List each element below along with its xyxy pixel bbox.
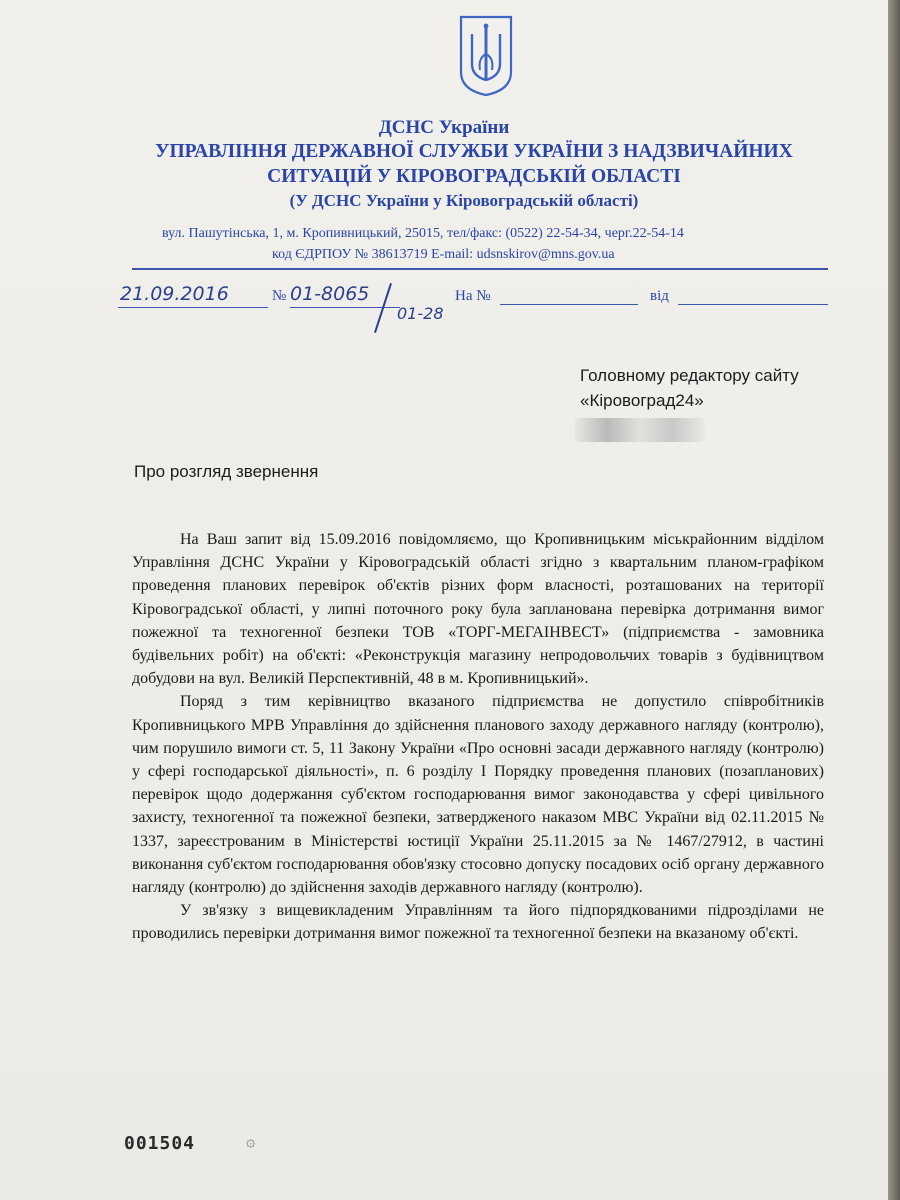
agency-name-line1: УПРАВЛІННЯ ДЕРЖАВНОЇ СЛУЖБИ УКРАЇНИ З НАДЗВИЧАЙНИХ xyxy=(155,141,793,162)
contact-code-email: код ЄДРПОУ № 38613719 E-mail: udsnskirov@mns.gov.ua xyxy=(272,247,615,262)
reference-date-label: від xyxy=(650,288,669,304)
letterhead-divider xyxy=(132,268,828,270)
letter-subject: Про розгляд звернення xyxy=(134,462,319,481)
stamp-mark-icon: ۞ xyxy=(246,1133,256,1150)
reference-date-line xyxy=(678,304,828,305)
agency-name-line2: СИТУАЦІЙ У КІРОВОГРАДСЬКІЙ ОБЛАСТІ xyxy=(267,166,681,187)
reference-number-label: На № xyxy=(455,288,491,304)
date-underline xyxy=(118,307,268,308)
body-paragraph: У зв'язку з вищевикладеним Управлінням та його підпорядкованими підрозділами не проводились перевірки дотримання вимог пожежної та техногенної безпеки на вказаному об'єкті. xyxy=(132,902,824,943)
reference-number-line xyxy=(500,304,638,305)
outgoing-number-suffix: 01-28 xyxy=(397,304,444,323)
body-paragraph: На Ваш запит від 15.09.2016 повідомляємо, що Кропивницьким міськрайонним відділом Управління ДСНС України у Кіровоградській області згідно з квартальним планом-графіком проведення планових перевірок об'єктів різних форм власності, розташованих на території Кіровоградської області, у липні поточного року була запланована перевірка дотримання вимог пожежної та техногенної безпеки ТОВ «ТОРГ-МЕГАІНВЕСТ» (підприємства - замовника будівельних робіт) на об'єкті: «Реконструкція магазину непродовольчих товарів з будівництвом добудови на вул. Великій Перспективній, 48 в м. Кропивницький». xyxy=(132,531,824,688)
agency-abbreviation: (У ДСНС України у Кіровоградській області) xyxy=(289,191,639,210)
addressee-line1: Головному редактору сайту xyxy=(580,366,799,385)
agency-short-name: ДСНС України xyxy=(378,117,510,138)
outgoing-number: 01-8065 xyxy=(290,283,370,305)
form-serial-number: 001504 xyxy=(124,1133,196,1154)
handwritten-slash xyxy=(374,283,392,333)
number-label: № xyxy=(272,288,287,304)
contact-address: вул. Пашутінська, 1, м. Кропивницький, 25015, тел/факс: (0522) 22-54-34, черг.22-54-14 xyxy=(162,226,684,241)
outgoing-date: 21.09.2016 xyxy=(120,283,229,305)
redacted-name xyxy=(575,418,705,442)
addressee-line2: «Кіровоград24» xyxy=(580,391,704,410)
background-edge xyxy=(888,0,900,1200)
coat-of-arms-icon xyxy=(458,14,514,98)
body-paragraph: Поряд з тим керівництво вказаного підприємства не допустило співробітників Кропивницького МРВ Управління до здійснення планового заходу державного нагляду (контролю), чим порушило вимоги ст. 5, 11 Закону України «Про основні засади державного нагляду (контролю) у сфері господарської діяльності», п. 6 розділу І Порядку проведення планових (позапланових) перевірок щодо додержання суб'єктом господарювання вимог законодавства у сфері цивільного захисту, техногенної та пожежної безпеки, затвердженого наказом МВС України від 02.11.2015 № 1337, зареєстрованим в Міністерстві юстиції України 25.11.2015 за № 1467/27912, в частині виконання суб'єктом господарювання обов'язку стосовно допуску посадових осіб органу державного нагляду (контролю) до здійснення заходів державного нагляду (контролю). xyxy=(132,693,824,897)
letter-body xyxy=(132,528,824,946)
